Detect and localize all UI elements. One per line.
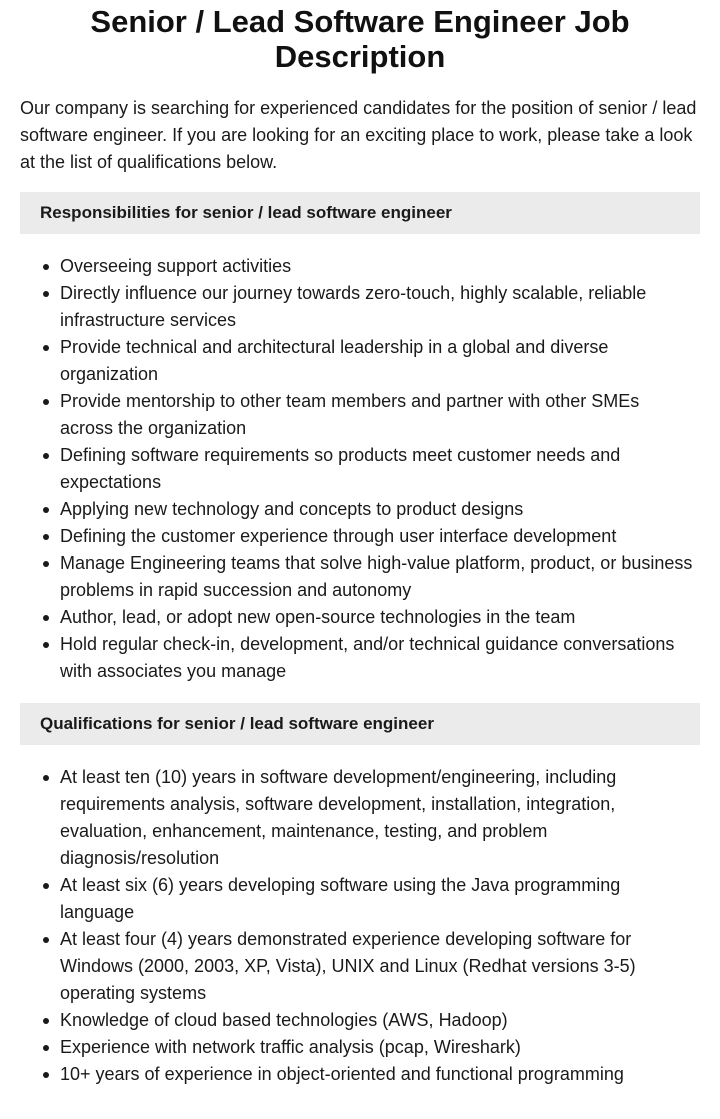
qualifications-heading: Qualifications for senior / lead software engineer (20, 703, 700, 745)
list-item-text: Manage Engineering teams that solve high-value platform, product, or business problems in rapid succession and autonomy (60, 553, 693, 600)
list-item (20, 1061, 700, 1088)
list-item (20, 1034, 700, 1061)
list-item (20, 631, 700, 685)
list-item (20, 872, 700, 926)
list-item-text: Defining software requirements so products meet customer needs and expectations (60, 445, 621, 492)
list-item (20, 604, 700, 631)
bullet-icon (43, 775, 49, 781)
list-item (20, 1007, 700, 1034)
bullet-icon (43, 291, 49, 297)
bullet-icon (43, 615, 49, 621)
intro-paragraph: Our company is searching for experienced candidates for the position of senior / lead software engineer. If you are looking for an exciting place to work, please take a look at the list of qualifications below. (20, 98, 697, 172)
responsibilities-heading: Responsibilities for senior / lead software engineer (20, 192, 700, 234)
list-item-text: Author, lead, or adopt new open-source technologies in the team (60, 607, 576, 627)
list-item (20, 764, 700, 872)
list-item-text: At least ten (10) years in software development/engineering, including requirements analysis, software development, installation, integration, evaluation, enhancement, maintenance, testing, and problem diagnosis/resolution (60, 767, 617, 868)
bullet-icon (43, 399, 49, 405)
list-item-text: Provide mentorship to other team members and partner with other SMEs across the organization (60, 391, 640, 438)
bullet-icon (43, 1072, 49, 1078)
list-item-text: 10+ years of experience in object-oriented and functional programming (60, 1064, 624, 1084)
bullet-icon (43, 883, 49, 889)
list-item-text: Directly influence our journey towards zero-touch, highly scalable, reliable infrastructure services (60, 283, 647, 330)
list-item (20, 442, 700, 496)
list-item (20, 334, 700, 388)
list-item (20, 496, 700, 523)
list-item-text: Provide technical and architectural leadership in a global and diverse organization (60, 337, 609, 384)
bullet-icon (43, 1018, 49, 1024)
responsibilities-list (20, 253, 700, 685)
bullet-icon (43, 453, 49, 459)
page-title: Senior / Lead Software Engineer Job Description (90, 4, 630, 74)
list-item (20, 550, 700, 604)
list-item-text: Applying new technology and concepts to product designs (60, 499, 524, 519)
list-item-text: Hold regular check-in, development, and/or technical guidance conversations with associates you manage (60, 634, 675, 681)
bullet-icon (43, 561, 49, 567)
list-item (20, 388, 700, 442)
list-item-text: At least six (6) years developing software using the Java programming language (60, 875, 621, 922)
bullet-icon (43, 937, 49, 943)
list-item-text: Overseeing support activities (60, 256, 292, 276)
list-item-text: Experience with network traffic analysis (pcap, Wireshark) (60, 1037, 521, 1057)
list-item (20, 926, 700, 1007)
list-item-text: At least four (4) years demonstrated experience developing software for Windows (2000, 2003, XP, Vista), UNIX and Linux (Redhat versions 3-5) operating systems (60, 929, 636, 1003)
bullet-icon (43, 1045, 49, 1051)
list-item (20, 280, 700, 334)
bullet-icon (43, 507, 49, 513)
list-item (20, 253, 700, 280)
bullet-icon (43, 264, 49, 270)
list-item (20, 523, 700, 550)
list-item-text: Defining the customer experience through user interface development (60, 526, 617, 546)
bullet-icon (43, 534, 49, 540)
bullet-icon (43, 642, 49, 648)
qualifications-list (20, 764, 700, 1088)
bullet-icon (43, 345, 49, 351)
list-item-text: Knowledge of cloud based technologies (AWS, Hadoop) (60, 1010, 508, 1030)
